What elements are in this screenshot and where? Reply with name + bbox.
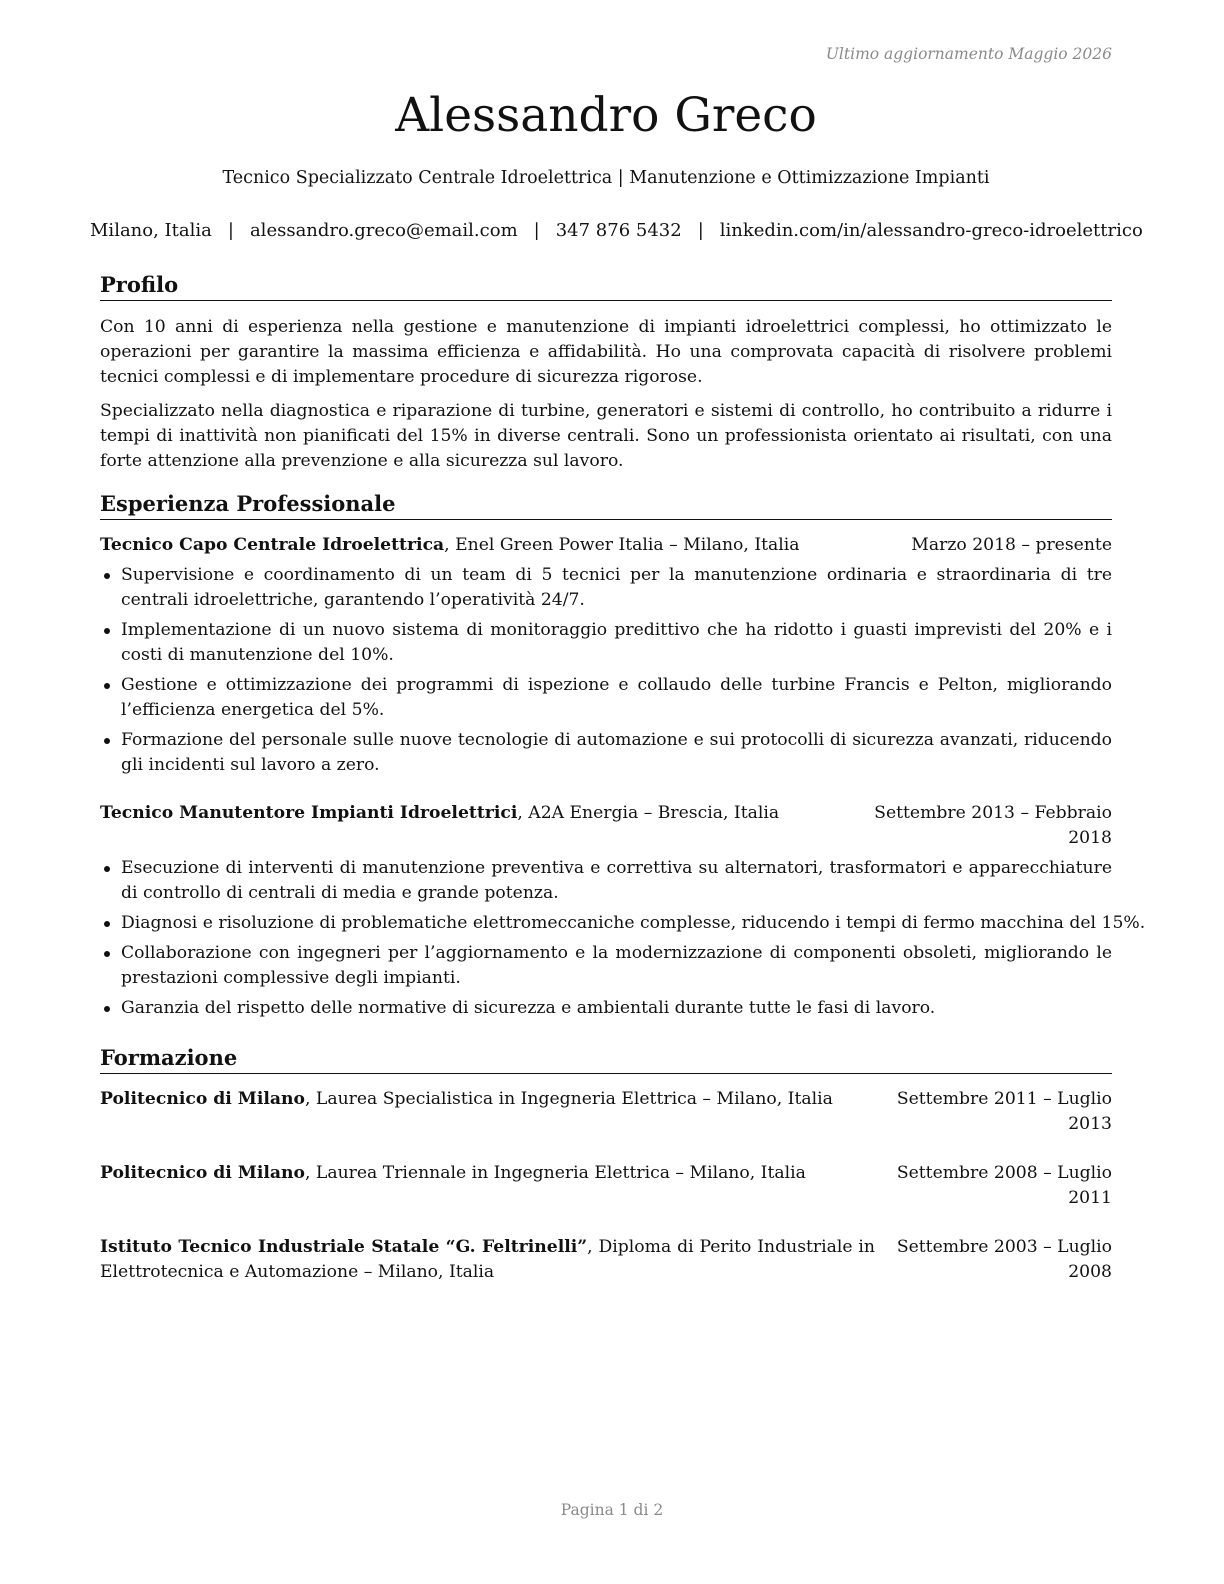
contact-line — [90, 220, 1143, 241]
education-degree: , Laurea Specialistica in Ingegneria Elettrica – Milano, Italia — [304, 1089, 833, 1109]
list-item: Supervisione e coordinamento di un team di 5 tecnici per la manutenzione ordinaria e straordinaria di tre centrali idroelettriche, garantendo l’operatività 24/7. — [100, 563, 1112, 613]
education-dates: Settembre 2011 – Luglio 2013 — [896, 1089, 1112, 1134]
job-dates: Marzo 2018 – presente — [911, 535, 1112, 555]
list-item: Collaborazione con ingegneri per l’aggiornamento e la modernizzazione di componenti obsoleti, migliorando le prestazioni complessive degli impianti. — [100, 941, 1112, 991]
job-title-line — [100, 533, 890, 558]
contact-phone: 347 876 5432 — [555, 220, 682, 241]
contact-linkedin[interactable]: linkedin.com/in/alessandro-greco-idroelettrico — [719, 220, 1143, 241]
job-bullets — [100, 856, 1146, 1026]
section-title-experience: Esperienza Professionale — [100, 490, 1112, 520]
profile-paragraph: Con 10 anni di esperienza nella gestione e manutenzione di impianti idroelettrici complessi, ho ottimizzato le operazioni per garantire la massima efficienza e affidabilità. Ho una comprovata capacità di risolvere problemi tecnici complessi e di implementare procedure di sicurezza rigorose. — [100, 317, 1112, 387]
list-item: Esecuzione di interventi di manutenzione preventiva e correttiva su alternatori, trasformatori e apparecchiature di controllo di centrali di media e grande potenza. — [100, 856, 1112, 906]
contact-email[interactable]: alessandro.greco@email.com — [249, 220, 518, 241]
contact-separator: | — [227, 220, 234, 241]
job-role: Tecnico Manutentore Impianti Idroelettrici — [100, 803, 518, 823]
job-organization: , Enel Green Power Italia – Milano, Italia — [444, 535, 800, 555]
education-dates: Settembre 2003 – Luglio 2008 — [896, 1237, 1112, 1282]
contact-separator: | — [533, 220, 540, 241]
section-title-education: Formazione — [100, 1044, 1112, 1074]
list-item: Implementazione di un nuovo sistema di monitoraggio predittivo che ha ridotto i guasti imprevisti del 20% e i costi di manutenzione del 10%. — [100, 618, 1112, 668]
job-role: Tecnico Capo Centrale Idroelettrica — [100, 535, 445, 555]
education-title-line — [100, 1161, 870, 1186]
contact-location: Milano, Italia — [90, 220, 212, 241]
education-school: Politecnico di Milano — [100, 1089, 305, 1109]
education-title-line — [100, 1087, 870, 1112]
education-school: Istituto Tecnico Industriale Statale “G. Feltrinelli” — [100, 1237, 588, 1257]
job-title-line — [100, 801, 860, 826]
headline: Tecnico Specializzato Centrale Idroelettrica | Manutenzione e Ottimizzazione Impianti — [222, 168, 990, 188]
list-item: Garanzia del rispetto delle normative di sicurezza e ambientali durante tutte le fasi di lavoro. — [100, 996, 1112, 1021]
page-number: Pagina 1 di 2 — [560, 1501, 664, 1519]
education-dates: Settembre 2008 – Luglio 2011 — [896, 1163, 1112, 1208]
section-title-profile: Profilo — [100, 271, 1112, 301]
education-school: Politecnico di Milano — [100, 1163, 305, 1183]
job-dates: Settembre 2013 – Febbraio 2018 — [874, 803, 1112, 848]
list-item: Gestione e ottimizzazione dei programmi di ispezione e collaudo delle turbine Francis e Pelton, migliorando l’efficienza energetica del 5%. — [100, 673, 1112, 723]
list-item: Diagnosi e risoluzione di problematiche elettromeccaniche complesse, riducendo i tempi di fermo macchina del 15%. — [100, 911, 1112, 936]
last-updated-note: Ultimo aggiornamento Maggio 2026 — [825, 45, 1112, 63]
profile-paragraph: Specializzato nella diagnostica e riparazione di turbine, generatori e sistemi di controllo, ho contribuito a ridurre i tempi di inattività non pianificati del 15% in diverse centrali. Sono un professionista orientato ai risultati, con una forte attenzione alla prevenzione e alla sicurezza sul lavoro. — [100, 401, 1112, 471]
education-degree: , Diploma di Perito Industriale in Elettrotecnica e Automazione – Milano, Italia — [100, 1237, 875, 1282]
education-degree: , Laurea Triennale in Ingegneria Elettrica – Milano, Italia — [304, 1163, 806, 1183]
list-item: Formazione del personale sulle nuove tecnologie di automazione e sui protocolli di sicurezza avanzati, riducendo gli incidenti sul lavoro a zero. — [100, 728, 1112, 778]
education-title-line — [100, 1235, 875, 1285]
job-bullets — [100, 563, 1112, 783]
job-organization: , A2A Energia – Brescia, Italia — [517, 803, 780, 823]
contact-separator: | — [697, 220, 704, 241]
candidate-name: Alessandro Greco — [395, 88, 817, 143]
